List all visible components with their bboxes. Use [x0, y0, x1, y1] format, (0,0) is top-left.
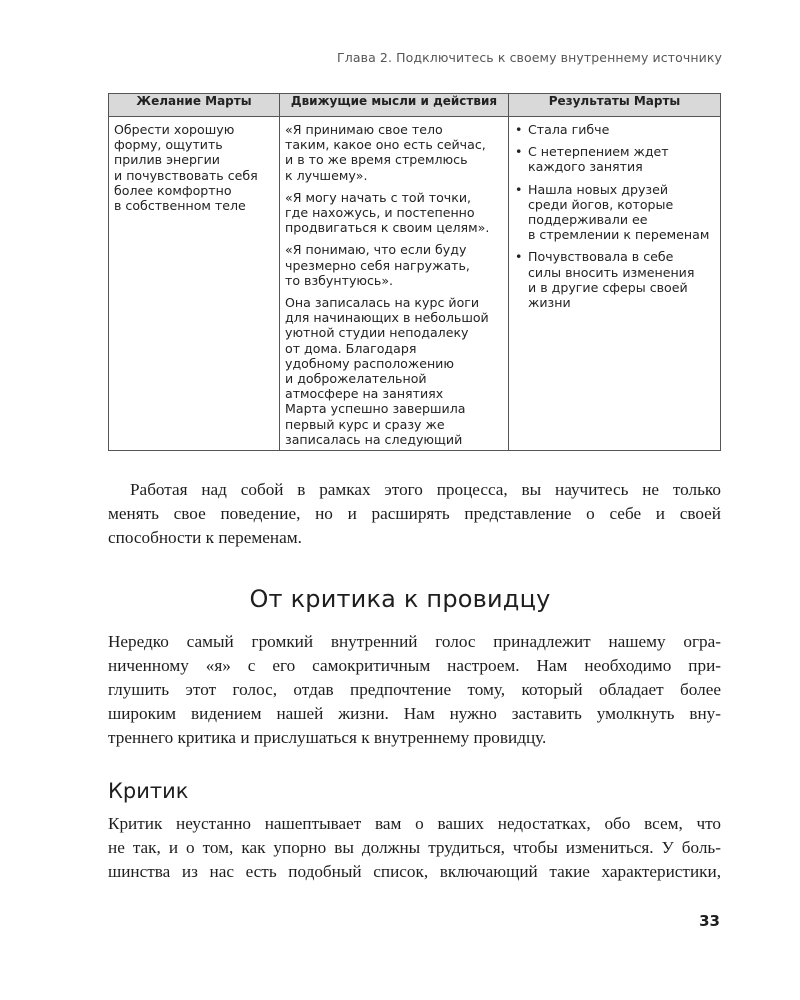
result-line: в стремлении к переменам: [528, 227, 710, 243]
thought-paragraph: [285, 242, 503, 288]
thought-line: где нахожусь, и постепенно: [285, 205, 475, 221]
section-title: От критика к провидцу: [249, 585, 551, 613]
text-line: Критик неустанно нашептывает вам о ваших недостатках, обо всем, что: [108, 814, 721, 833]
result-item: [514, 182, 715, 243]
thought-line: к лучшему».: [285, 167, 368, 183]
thought-line: удобному расположению: [285, 355, 454, 371]
desire-line: Обрести хорошую: [114, 122, 235, 137]
section-intro-paragraph: [108, 630, 721, 750]
result-line: поддерживали ее: [528, 212, 648, 228]
thought-line: Марта успешно завершила: [285, 401, 466, 417]
text-line: треннего критика и прислушаться к внутреннему провидцу.: [108, 728, 547, 747]
text-line: ниченному «я» с его самокритичным настроем. Нам необходимо при-: [108, 656, 721, 675]
result-item: [514, 144, 715, 174]
thought-line: первый курс и сразу же: [285, 416, 445, 432]
result-line: среди йогов, которые: [528, 196, 674, 212]
thought-line: продвигаться к своим целям».: [285, 220, 490, 236]
result-line: • С нетерпением ждет: [528, 144, 669, 160]
thought-line: чрезмерно себя нагружать,: [285, 257, 470, 273]
result-line: • Стала гибче: [528, 122, 610, 137]
thought-line: то взбунтуюсь».: [285, 272, 394, 288]
result-item: [514, 122, 715, 137]
thought-line: для начинающих в небольшой: [285, 310, 489, 326]
running-header: Глава 2. Подключитесь к своему внутреннему источнику: [337, 50, 722, 65]
results-cell: [509, 117, 721, 451]
thought-line: и доброжелательной: [285, 371, 427, 387]
table-header-row: [109, 94, 721, 117]
subsection-title: Критик: [108, 779, 189, 803]
thought-line: «Я могу начать с той точки,: [285, 189, 472, 205]
result-line: каждого занятия: [528, 159, 643, 175]
desire-line: форму, ощутить: [114, 137, 223, 153]
thought-line: Она записалась на курс йоги: [285, 295, 480, 311]
desire-cell: [109, 117, 280, 451]
desire-line: более комфортно: [114, 182, 232, 198]
results-list: [514, 122, 715, 310]
comparison-table: [108, 93, 721, 451]
thought-line: таким, какое оно есть сейчас,: [285, 137, 486, 153]
text-line: глушить этот голос, отдав предпочтение тому, который обладает более: [108, 680, 721, 699]
column-header-desire: Желание Марты: [109, 94, 280, 117]
thought-line: «Я понимаю, что если буду: [285, 242, 467, 258]
result-line: жизни: [528, 295, 571, 311]
text-line: способности к переменам.: [108, 528, 302, 547]
desire-line: и почувствовать себя: [114, 167, 258, 183]
result-line: • Нашла новых друзей: [528, 181, 669, 197]
critic-paragraph: [108, 812, 721, 884]
desire-line: в собственном теле: [114, 198, 246, 214]
thought-line: записалась на следующий: [285, 431, 463, 447]
table-row: [109, 117, 721, 451]
result-item: [514, 249, 715, 310]
thought-line: «Я принимаю свое тело: [285, 122, 443, 137]
text-line: широким видением нашей жизни. Нам нужно заставить умолкнуть вну-: [108, 704, 721, 723]
thought-paragraph: [285, 190, 503, 236]
page-number: 33: [699, 912, 720, 930]
thought-line: уютной студии неподалеку: [285, 325, 469, 341]
text-line: шинства из нас есть подобный список, включающий такие характеристики,: [108, 862, 721, 881]
text-line: не так, и о том, как упорно вы должны трудиться, чтобы измениться. У боль-: [108, 838, 721, 857]
thought-line: и в то же время стремлюсь: [285, 152, 468, 168]
thought-line: от дома. Благодаря: [285, 340, 417, 356]
text-line: менять свое поведение, но и расширять представление о себе и своей: [108, 504, 721, 523]
result-line: силы вносить изменения: [528, 264, 695, 280]
paragraph-after-table: [108, 478, 721, 550]
column-header-results: Результаты Марты: [509, 94, 721, 117]
desire-line: прилив энергии: [114, 152, 220, 168]
thought-paragraph: [285, 122, 503, 183]
column-header-thoughts: Движущие мысли и действия: [280, 94, 509, 117]
thought-line: атмосфере на занятиях: [285, 386, 444, 402]
result-line: • Почувствовала в себе: [528, 249, 674, 265]
action-paragraph: [285, 295, 503, 447]
thoughts-cell: [280, 117, 509, 451]
text-line: Работая над собой в рамках этого процесса, вы научитесь не только: [130, 480, 721, 499]
result-line: и в другие сферы своей: [528, 279, 688, 295]
text-line: Нередко самый громкий внутренний голос принадлежит нашему огра-: [108, 632, 721, 651]
